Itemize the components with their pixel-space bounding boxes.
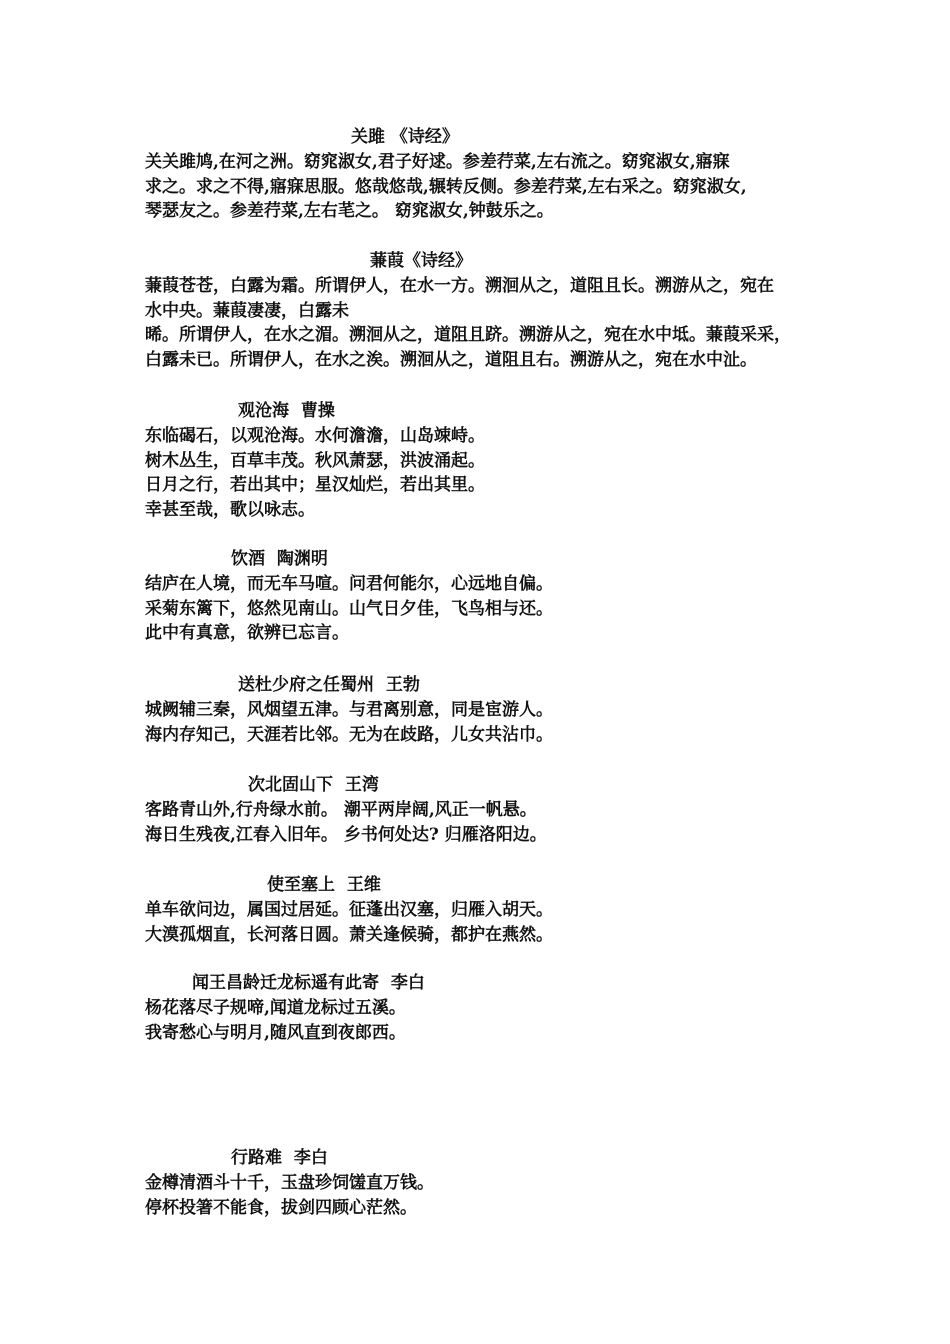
poem-wen-wang-changling bbox=[145, 970, 825, 1045]
poem-ci-beigushan bbox=[145, 772, 825, 847]
poem-title: 送杜少府之任蜀州 王勃 bbox=[238, 675, 420, 695]
poem-line: 金樽清酒斗十千，玉盘珍饲馐直万钱。 bbox=[145, 1173, 434, 1193]
poem-line: 求之。求之不得,寤寐思服。悠哉悠哉,辗转反侧。参差荇菜,左右采之。窈窕淑女, bbox=[145, 176, 747, 197]
poem-song-du-shaofu bbox=[145, 672, 825, 747]
poem-line: 海内存知己，天涯若比邻。无为在歧路，儿女共沾巾。 bbox=[145, 724, 553, 745]
poem-title: 关雎 《诗经》 bbox=[351, 127, 459, 147]
poem-line: 停杯投箸不能食，拔剑四顾心茫然。 bbox=[145, 1197, 417, 1218]
poem-xing-lu-nan bbox=[145, 1145, 825, 1220]
poem-title: 使至塞上 王维 bbox=[267, 875, 381, 895]
poem-line: 晞。所谓伊人，在水之湄。溯洄从之，道阻且跻。溯游从之，宛在水中坻。蒹葭采采， bbox=[145, 325, 791, 345]
poem-line: 大漠孤烟直，长河落日圆。萧关逢候骑，都护在燕然。 bbox=[145, 924, 553, 945]
poem-line: 蒹葭苍苍，白露为霜。所谓伊人，在水一方。溯洄从之，道阻且长。溯游从之，宛在 bbox=[145, 276, 774, 296]
poem-line: 日月之行，若出其中；星汉灿烂，若出其里。 bbox=[145, 475, 485, 495]
poem-guanju bbox=[145, 124, 825, 224]
poem-line: 单车欲问边，属国过居延。征蓬出汉塞，归雁入胡天。 bbox=[145, 900, 553, 920]
poem-title: 行路难 李白 bbox=[231, 1148, 328, 1168]
poem-line: 琴瑟友之。参差荇菜,左右芼之。 窈窕淑女,钟鼓乐之。 bbox=[145, 201, 554, 221]
poem-line: 结庐在人境，而无车马喧。问君何能尔，心远地自偏。 bbox=[145, 574, 553, 594]
poem-line: 关关雎鸠,在河之洲。窈窕淑女,君子好逑。参差荇菜,左右流之。窈窕淑女,寤寐 bbox=[145, 152, 730, 172]
poem-line: 东临碣石，以观沧海。水何澹澹，山岛竦峙。 bbox=[145, 426, 485, 446]
poem-yinjiu bbox=[145, 546, 825, 646]
poem-line: 采菊东篱下，悠然见南山。山气日夕佳，飞鸟相与还。 bbox=[145, 598, 553, 619]
poem-line: 水中央。蒹葭凄凄，白露未 bbox=[145, 300, 349, 321]
poem-shi-zhi-saishang bbox=[145, 872, 825, 947]
poem-line: 我寄愁心与明月,随风直到夜郎西。 bbox=[145, 1022, 406, 1043]
poem-line: 幸甚至哉，歌以咏志。 bbox=[145, 499, 315, 520]
poem-title: 观沧海 曹操 bbox=[238, 401, 335, 421]
poem-line: 此中有真意，欲辨已忘言。 bbox=[145, 623, 349, 643]
poem-guancanghai bbox=[145, 398, 825, 522]
poem-line: 海日生残夜,江春入旧年。 乡书何处达? 归雁洛阳边。 bbox=[145, 824, 547, 845]
poem-line: 城阙辅三秦，风烟望五津。与君离别意，同是宦游人。 bbox=[145, 700, 553, 720]
poem-title: 次北固山下 王湾 bbox=[248, 775, 379, 795]
poem-line: 树木丛生，百草丰茂。秋风萧瑟，洪波涌起。 bbox=[145, 450, 485, 471]
poem-line: 白露未已。所谓伊人，在水之涘。溯洄从之，道阻且右。溯游从之，宛在水中沚。 bbox=[145, 349, 757, 370]
poem-title: 蒹葭《诗经》 bbox=[370, 251, 472, 271]
poem-title: 饮酒 陶渊明 bbox=[231, 549, 328, 569]
poem-title: 闻王昌龄迁龙标遥有此寄 李白 bbox=[192, 973, 425, 993]
poem-line: 杨花落尽子规啼,闻道龙标过五溪。 bbox=[145, 998, 406, 1018]
poem-line: 客路青山外,行舟绿水前。 潮平两岸阔,风正一帆悬。 bbox=[145, 800, 537, 820]
poem-jianjia bbox=[145, 248, 825, 372]
